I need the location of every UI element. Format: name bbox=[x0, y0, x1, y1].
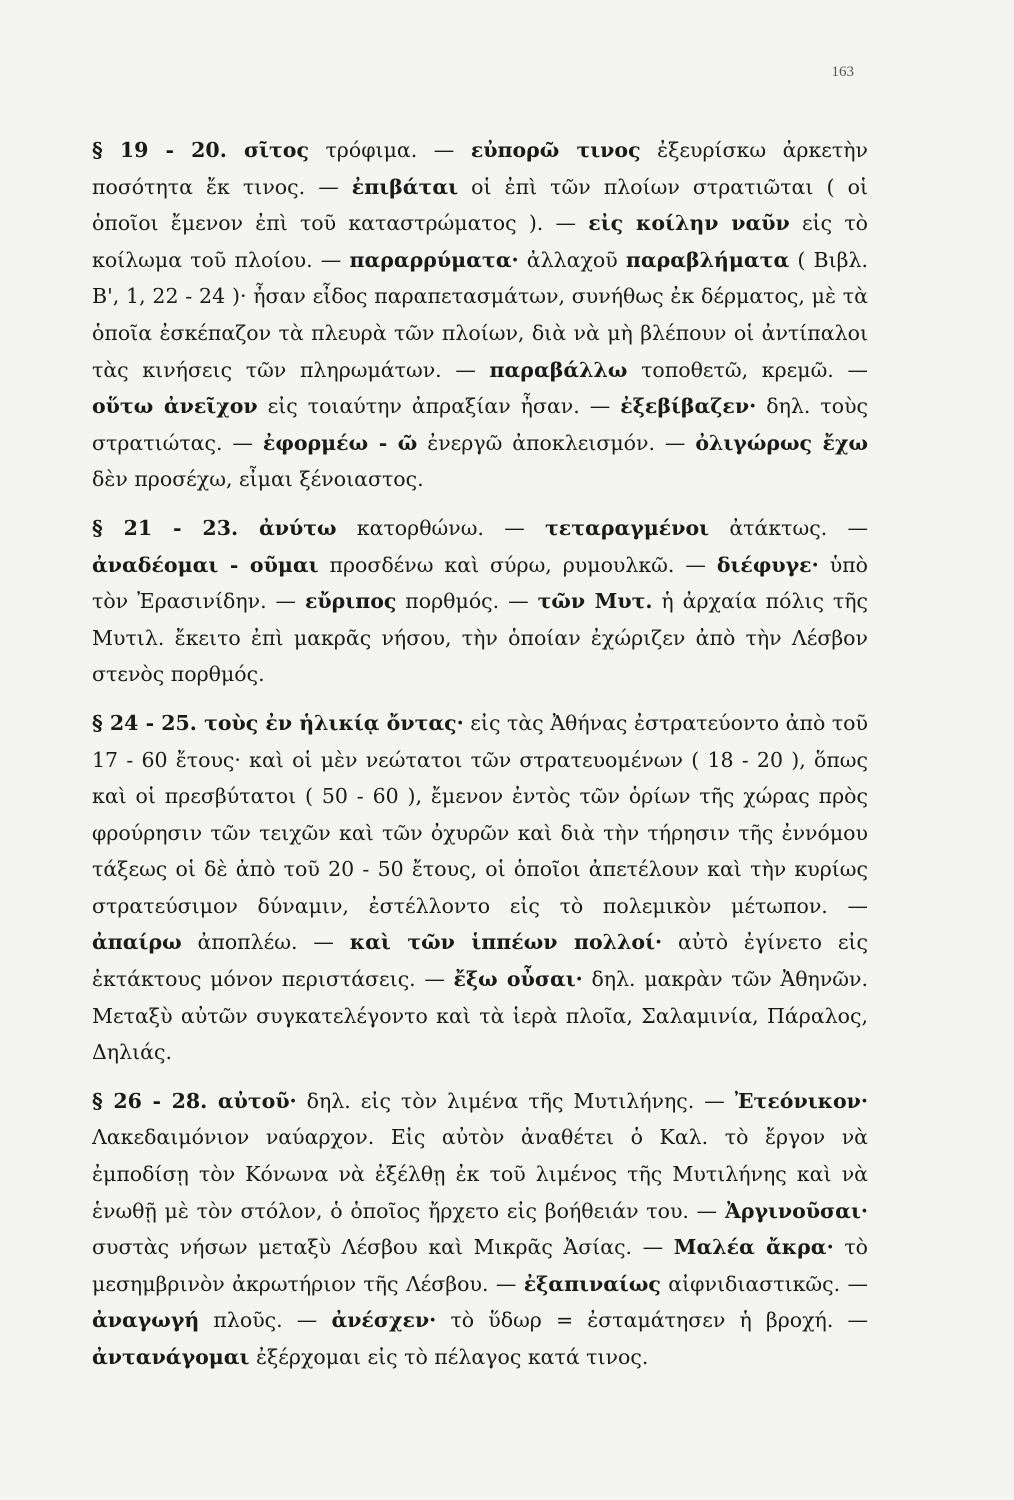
gloss-text: ἀποπλέω. — bbox=[181, 930, 350, 955]
gloss-text: εἰς τὰς Ἀθήνας ἐστρατεύοντο ἀπὸ τοῦ 17 - 60 ἔτους· καὶ οἱ μὲν νεώτατοι τῶν στρατευομένων ( 18 - 20 ), ὅπως καὶ οἱ πρεσβύτατοι ( 50 - 60 ), ἔμενον ἐντὸς τῶν ὁρίων τῆς χώρας πρὸς φρούρησιν τῶν τειχῶν καὶ τῶν ὀχυρῶν καὶ διὰ τὴν τήρησιν τῆς ἐννόμου τάξεως οἱ δὲ ἀπὸ τοῦ 20 - 50 ἔτους, οἱ ὁποῖοι ἀπετέλουν καὶ τὴν κυρίως στρατεύσιμον δύναμιν, ἐστέλλοντο εἰς τὸ πολεμικὸν μέτωπον. — bbox=[92, 710, 868, 918]
gloss-text: ἐνεργῶ ἀποκλεισμόν. — bbox=[417, 430, 696, 455]
headword: ἀνέσχεν· bbox=[331, 1308, 437, 1333]
headword: τεταραγμένοι bbox=[545, 515, 710, 540]
headword: παραρρύματα· bbox=[349, 247, 519, 272]
headword: εὔριπος bbox=[304, 589, 397, 614]
commentary-paragraph bbox=[92, 510, 868, 693]
headword: Ἀργινοῦσαι· bbox=[724, 1198, 868, 1223]
commentary-paragraph bbox=[92, 132, 868, 498]
gloss-text: Λακεδαιμόνιον ναύαρχον. Εἰς αὐτὸν ἀναθέτει ὁ Καλ. τὸ ἔργον νὰ ἐμποδίσῃ τὸν Κόνωνα νὰ ἐξέλθῃ ἐκ τοῦ λιμένος τῆς Μυτιλήνης καὶ νὰ ἑνωθῇ μὲ τὸν στόλον, ὁ ὁποῖος ἤρχετο εἰς βοήθειάν του. — bbox=[92, 1125, 868, 1223]
gloss-text: δηλ. μακρὰν τῶν Ἀθηνῶν. Μεταξὺ αὐτῶν συγκατελέγοντο καὶ τὰ ἱερὰ πλοῖα, Σαλαμινία, Πάραλος, Δηλιάς. bbox=[92, 967, 868, 1065]
gloss-text: συστὰς νήσων μεταξὺ Λέσβου καὶ Μικρᾶς Ἀσίας. — bbox=[92, 1235, 674, 1260]
gloss-text: ἐξευρίσκω ἀρκετὴν ποσότητα ἔκ τινος. — bbox=[92, 138, 868, 199]
gloss-text: εἰς τὸ κοίλωμα τοῦ πλοίου. — bbox=[92, 211, 868, 272]
gloss-text: ὑπὸ τὸν Ἐρασινίδην. — bbox=[92, 552, 869, 614]
gloss-text: δὲν προσέχω, εἶμαι ξένοιαστος. bbox=[92, 467, 424, 492]
headword: εὐπορῶ τινος bbox=[470, 138, 641, 162]
headword: παραβάλλω bbox=[489, 357, 628, 382]
page-number: 163 bbox=[831, 64, 854, 80]
headword: ἔξω οὖσαι· bbox=[453, 967, 583, 992]
gloss-text: ἐξέρχομαι εἰς τὸ πέλαγος κατά τινος. bbox=[249, 1345, 649, 1369]
headword: διέφυγε· bbox=[716, 552, 819, 577]
commentary-text bbox=[92, 132, 868, 1376]
headword: ὀλιγώρως ἔχω bbox=[695, 430, 868, 455]
gloss-text: προσδένω καὶ σύρω, ρυμουλκῶ. — bbox=[318, 552, 717, 577]
commentary-paragraph bbox=[92, 1083, 868, 1376]
commentary-paragraph bbox=[92, 705, 868, 1071]
headword: § 26 - 28. αὐτοῦ· bbox=[92, 1088, 297, 1113]
gloss-text: αὐτὸ ἐγίνετο εἰς ἐκτάκτους μόνον περιστάσεις. — bbox=[92, 930, 868, 992]
gloss-text: ἀτάκτως. — bbox=[709, 515, 868, 540]
headword: § 19 - 20. σῖτος bbox=[92, 138, 309, 162]
headword: ἐφορμέω - ῶ bbox=[262, 430, 418, 455]
gloss-text: ἀλλαχοῦ bbox=[518, 247, 626, 272]
headword: ἐπιβάται bbox=[351, 174, 459, 199]
headword: Μαλέα ἄκρα· bbox=[673, 1235, 834, 1260]
headword: εἰς κοίλην ναῦν bbox=[588, 211, 790, 236]
headword: παραβλήματα bbox=[625, 247, 790, 272]
gloss-text: εἰς τοιαύτην ἀπραξίαν ἦσαν. — bbox=[257, 394, 621, 419]
headword: τῶν Μυτ. bbox=[537, 589, 653, 614]
gloss-text: οἱ ἐπὶ τῶν πλοίων στρατιῶται ( οἱ ὁποῖοι ἔμενον ἐπὶ τοῦ καταστρώματος ). — bbox=[92, 174, 868, 236]
gloss-text: τὸ μεσημβρινὸν ἀκρωτήριον τῆς Λέσβου. — bbox=[92, 1235, 869, 1296]
gloss-text: αἰφνιδιαστικῶς. — bbox=[660, 1271, 868, 1296]
gloss-text: κατορθώνω. — bbox=[336, 515, 545, 540]
gloss-text: πορθμός. — bbox=[396, 589, 538, 614]
headword: οὕτω ἀνεῖχον bbox=[92, 394, 258, 419]
headword: § 24 - 25. τοὺς ἐν ἡλικίᾳ ὄντας· bbox=[92, 710, 464, 735]
gloss-text: τρόφιμα. — bbox=[308, 138, 471, 162]
headword: ἀναγωγή bbox=[92, 1308, 200, 1333]
gloss-text: δηλ. τοὺς στρατιώτας. — bbox=[92, 394, 869, 455]
gloss-text: τοποθετῶ, κρεμῶ. — bbox=[627, 357, 869, 382]
gloss-text: ἡ ἀρχαία πόλις τῆς Μυτιλ. ἔκειτο ἐπὶ μακρᾶς νήσου, τὴν ὁποίαν ἐχώριζεν ἀπὸ τὴν Λέσβον στενὸς πορθμός. bbox=[92, 589, 868, 687]
gloss-text: πλοῦς. — bbox=[199, 1308, 332, 1333]
headword: καὶ τῶν ἱππέων πολλοί· bbox=[349, 930, 663, 955]
headword: ἀναδέομαι - οῦμαι bbox=[92, 552, 319, 577]
headword: ἀπαίρω bbox=[92, 930, 182, 955]
headword: § 21 - 23. ἀνύτω bbox=[92, 515, 337, 540]
gloss-text: τὸ ὕδωρ = ἐσταμάτησεν ἡ βροχή. — bbox=[436, 1308, 868, 1333]
headword: ἐξαπιναίως bbox=[523, 1271, 661, 1296]
gloss-text: δηλ. εἰς τὸν λιμένα τῆς Μυτιλήνης. — bbox=[296, 1088, 735, 1113]
headword: ἀντανάγομαι bbox=[92, 1345, 250, 1369]
headword: ἐξεβίβαζεν· bbox=[620, 394, 757, 419]
headword: Ἐτεόνικον· bbox=[734, 1088, 869, 1113]
gloss-text: ( Βιβλ. Β', 1, 22 - 24 )· ἦσαν εἶδος παραπετασμάτων, συνήθως ἐκ δέρματος, μὲ τὰ ὁποῖα ἐσκέπαζον τὰ πλευρὰ τῶν πλοίων, διὰ νὰ μὴ βλέπουν οἱ ἀντίπαλοι τὰς κινήσεις τῶν πληρωμάτων. — bbox=[92, 247, 868, 382]
